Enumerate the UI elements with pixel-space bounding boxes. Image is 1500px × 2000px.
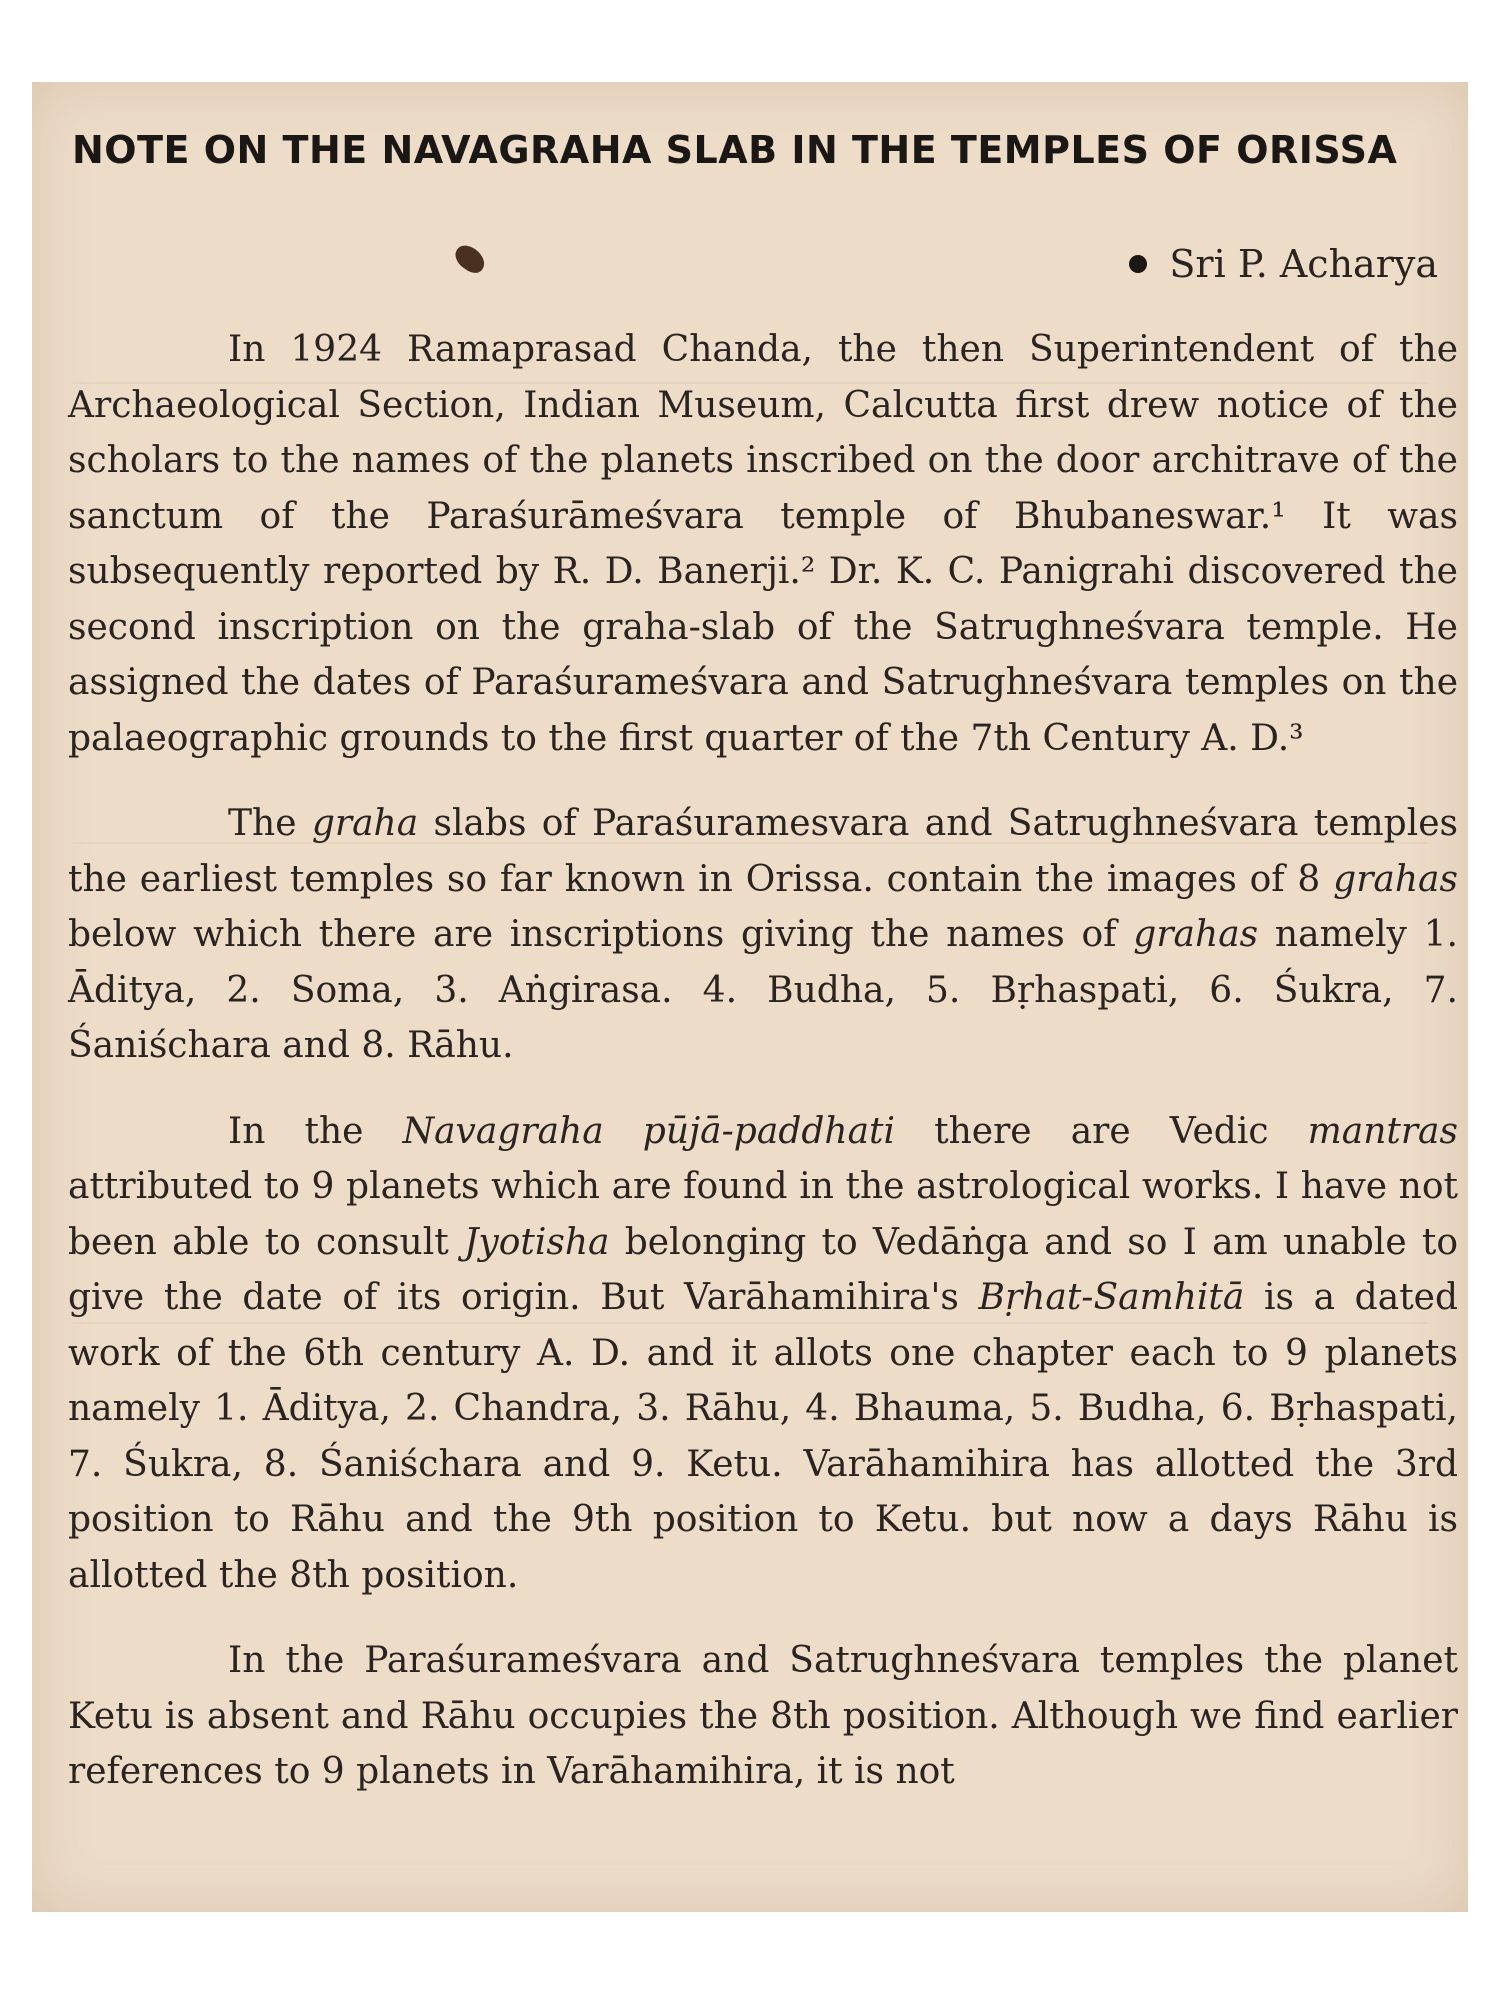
- text-run: slabs of Paraśuramesvara and Satrughneśvara temples the earliest temples so far known in Orissa. contain the images of 8: [68, 803, 1459, 900]
- text-run: namely 1. Āditya, 2. Soma, 3. Aṅgirasa. 4. Budha, 5. Bṛhaspati, 6. Śukra, 7. Śaniśchara and 8. Rāhu.: [68, 914, 1458, 1066]
- italic-term: mantras: [1307, 1110, 1458, 1152]
- ink-stain: [451, 241, 490, 277]
- text-run: there are Vedic: [895, 1110, 1308, 1152]
- text-run: is a dated work of the 6th century A. D. and it allots one chapter each to 9 planets namely 1. Āditya, 2. Chandra, 3. Rāhu, 4. Bhauma, 5. Budha, 6. Bṛhaspati, 7. Śukra, 8. Śaniśchara and 9. Ketu. Varāhamihira has allotted the 3rd position to Rāhu and the 9th position to Ketu. but now a days Rāhu is allotted the 8th position.: [68, 1277, 1459, 1596]
- text-run: below which there are inscriptions giving the names of: [68, 914, 1134, 955]
- italic-term: grahas: [1333, 858, 1458, 900]
- paragraph-3: [68, 1104, 1458, 1604]
- paragraph-2: [68, 796, 1458, 1074]
- author-name: Sri P. Acharya: [1169, 242, 1438, 286]
- bullet-icon: [1129, 255, 1147, 273]
- article-body: [68, 322, 1458, 1800]
- text-run: attributed to 9 planets which are found in the astrological works. I have not been able to consult: [68, 1166, 1458, 1263]
- italic-term: Jyotisha: [463, 1221, 610, 1263]
- book-page: [32, 82, 1468, 1912]
- text-run: belonging to Vedāṅga and so I am unable to give the date of its origin. But Varāhamihira's: [68, 1221, 1458, 1318]
- author-line: [1129, 242, 1438, 286]
- italic-term: grahas: [1133, 914, 1259, 955]
- text-run: In the: [228, 1110, 403, 1152]
- paragraph-1: In 1924 Ramaprasad Chanda, the then Superintendent of the Archaeological Section, Indian Museum, Calcutta first drew notice of the scholars to the names of the planets inscribed on the door architrave of the sanctum of the Paraśurāmeśvara temple of Bhubaneswar.¹ It was subsequently reported by R. D. Banerji.² Dr. K. C. Panigrahi discovered the second inscription on the graha-slab of the Satrughneśvara temple. He assigned the dates of Paraśurameśvara and Satrughneśvara temples on the palaeographic grounds to the first quarter of the 7th Century A. D.³: [68, 329, 1458, 759]
- italic-term: Navagraha pūjā-paddhati: [402, 1110, 896, 1152]
- paragraph-4: In the Paraśurameśvara and Satrughneśvara temples the planet Ketu is absent and Rāhu occupies the 8th position. Although we find earlier references to 9 planets in Varāhamihira, it is not: [68, 1640, 1458, 1792]
- article-title: NOTE ON THE NAVAGRAHA SLAB IN THE TEMPLES OF ORISSA: [72, 128, 1398, 172]
- italic-term: graha: [311, 803, 419, 844]
- italic-term: Bṛhat-Samhitā: [978, 1277, 1245, 1318]
- text-run: The: [228, 803, 312, 844]
